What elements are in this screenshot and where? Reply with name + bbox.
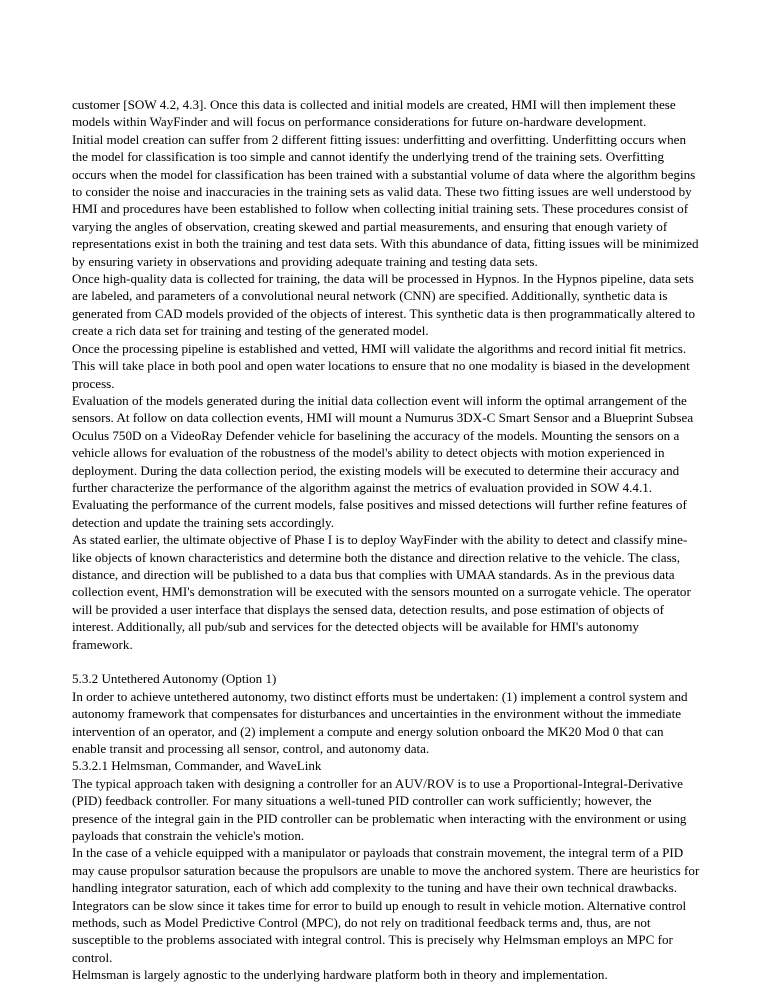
paragraph-phase-i-objective: As stated earlier, the ultimate objective of Phase I is to deploy WayFinder with the ability to detect and classify mine-like objects of known characteristics and determine both the distance and direction relative to the vehicle. The class, distance, and direction will be published to a data bus that complies with UMAA standards. As in the previous data collection event, HMI's demonstration will be executed with the sensors mounted on a surrogate vehicle. The operator will be provided a user interface that displays the sensed data, detection results, and pose estimation of objects of interest. Additionally, all pub/sub and services for the detected objects will be available for HMI's autonomy framework.	[72, 532, 691, 652]
paragraph-hypnos-pipeline: Once high-quality data is collected for training, the data will be processed in Hypnos. In the Hypnos pipeline, data sets are labeled, and parameters of a convolutional neural network (CNN) are specified. Additionally, synthetic data is generated from CAD models provided of the objects of interest. This synthetic data is then programmatically altered to create a rich data set for training and testing of the generated model.	[72, 271, 695, 339]
paragraph-propulsor-saturation-mpc: In the case of a vehicle equipped with a manipulator or payloads that constrain movement, the integral term of a PID may cause propulsor saturation because the propulsors are unable to move the anchored system. There are heuristics for handling integrator saturation, each of which add complexity to the tuning and have their own technical drawbacks. Integrators can be slow since it takes time for error to build up enough to result in vehicle motion. Alternative control methods, such as Model Predictive Control (MPC), do not rely on traditional feedback terms and, thus, are not susceptible to the problems associated with integral control. This is precisely why Helmsman employs an MPC for control.	[72, 845, 700, 965]
paragraph-untethered-autonomy-efforts: In order to achieve untethered autonomy, two distinct efforts must be undertaken: (1) implement a control system and autonomy framework that compensates for disturbances and uncertainties in the environment without the immediate intervention of an operator, and (2) implement a compute and energy solution onboard the MK20 Mod 0 that can enable transit and processing all sensor, control, and autonomy data.	[72, 688, 688, 757]
section-gap	[72, 653, 700, 670]
paragraph-validation-pool-open-water: Once the processing pipeline is established and vetted, HMI will validate the algorithms and record initial fit metrics. This will take place in both pool and open water locations to ensure that no one modality is biased in the development process.	[72, 340, 690, 391]
heading-5-3-2-untethered-autonomy: 5.3.2 Untethered Autonomy (Option 1)	[72, 671, 277, 687]
heading-5-3-2-1-helmsman-commander-wavelink: 5.3.2.1 Helmsman, Commander, and WaveLink	[72, 758, 322, 774]
paragraph-helmsman-agnostic: Helmsman is largely agnostic to the underlying hardware platform both in theory and implementation.	[72, 967, 608, 983]
paragraph-pid-controller-typical: The typical approach taken with designing a controller for an AUV/ROV is to use a Proportional-Integral-Derivative (PID) feedback controller. For many situations a well-tuned PID controller can work sufficiently; however, the presence of the integral gain in the PID controller can be problematic when interacting with the environment or using payloads that constrain the vehicle's motion.	[72, 775, 687, 844]
paragraph-data-collection-intro: customer [SOW 4.2, 4.3]. Once this data is collected and initial models are created, HMI will then implement these models within WayFinder and will focus on performance considerations for future on-hardware development.	[72, 97, 676, 130]
paragraph-fitting-issues: Initial model creation can suffer from 2 different fitting issues: underfitting and overfitting. Underfitting occurs when the model for classification is too simple and cannot identify the underlying trend of the training sets. Overfitting occurs when the model for classification has been trained with a substantial volume of data where the algorithm begins to consider the noise and inaccuracies in the training sets as valid data. These two fitting issues are well understood by HMI and procedures have been established to follow when collecting initial training sets. These procedures consist of varying the angles of observation, creating skewed and partial measurements, and ensuring that enough variety of representations exist in both the training and test data sets. With this abundance of data, fitting issues will be minimized by ensuring variety in observations and providing adequate training and testing data sets.	[72, 131, 699, 269]
document-body	[72, 96, 700, 984]
paragraph-sensor-arrangement-evaluation: Evaluation of the models generated during the initial data collection event will inform the optimal arrangement of the sensors. At follow on data collection events, HMI will mount a Numurus 3DX-C Smart Sensor and a Blueprint Subsea Oculus 750D on a VideoRay Defender vehicle for baselining the accuracy of the models. Mounting the sensors on a vehicle allows for evaluation of the robustness of the model's ability to detect objects with motion experienced in deployment. During the data collection period, the existing models will be executed to determine their accuracy and further characterize the performance of the algorithm against the metrics of evaluation provided in SOW 4.4.1. Evaluating the performance of the current models, false positives and missed detections will further refine features of detection and update the training sets accordingly.	[72, 392, 694, 530]
